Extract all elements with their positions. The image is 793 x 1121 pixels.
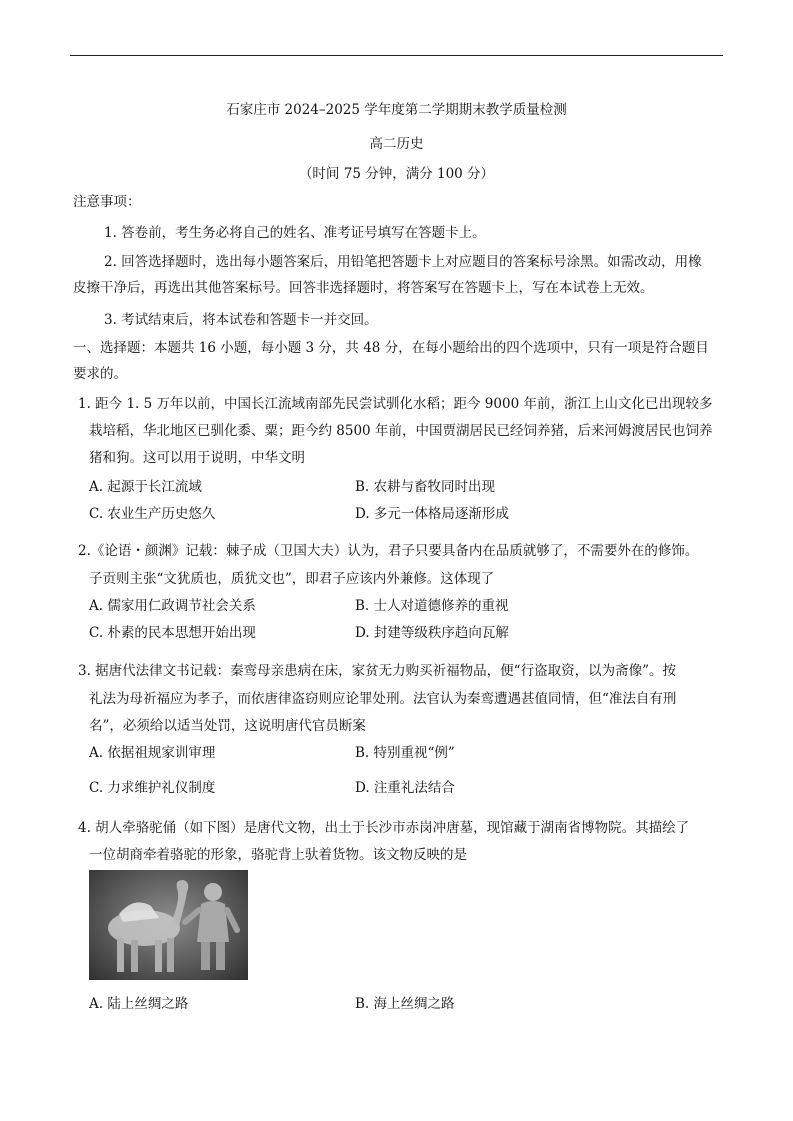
question-2-option-c[interactable]: C. 朴素的民本思想开始出现 — [89, 625, 256, 641]
question-1-line-2: 栽培稻，华北地区已驯化黍、粟；距今约 8500 年前，中国贾湖居民已经饲养猪，后来河姆渡居民也饲养 — [89, 423, 713, 439]
notes-heading: 注意事项： — [73, 194, 141, 210]
question-1-option-a[interactable]: A. 起源于长江流域 — [89, 479, 202, 495]
question-4-option-a[interactable]: A. 陆上丝绸之路 — [89, 996, 189, 1012]
question-3-option-d[interactable]: D. 注重礼法结合 — [355, 780, 455, 796]
section-heading-line-1: 一、选择题：本题共 16 小题，每小题 3 分，共 48 分，在每小题给出的四个选项中，只有一项是符合题目 — [73, 340, 709, 356]
question-3-option-a[interactable]: A. 依据祖规家训审理 — [89, 745, 216, 761]
notes-item-3: 3. 考试结束后，将本试卷和答题卡一并交回。 — [104, 312, 378, 328]
question-1-option-d[interactable]: D. 多元一体格局逐渐形成 — [355, 506, 509, 522]
camel-figurine-photo — [89, 870, 248, 980]
notes-item-1: 1. 答卷前，考生务必将自己的姓名、准考证号填写在答题卡上。 — [104, 225, 486, 241]
question-3-line-3: 名”，必须给以适当处罚，这说明唐代官员断案 — [89, 718, 366, 734]
exam-title: 石家庄市 2024–2025 学年度第二学期期末教学质量检测 — [226, 102, 567, 118]
question-4-line-1: 4. 胡人牵骆驼俑（如下图）是唐代文物，出土于长沙市赤岗冲唐墓，现馆藏于湖南省博物院。其描绘了 — [78, 820, 690, 836]
camel-figurine-illustration — [89, 870, 248, 980]
exam-time-info: （时间 75 分钟，满分 100 分） — [298, 166, 495, 182]
question-2-line-2: 子贡则主张“文犹质也，质犹文也”，即君子应该内外兼修。这体现了 — [89, 571, 495, 587]
question-1-line-1: 1. 距今 1. 5 万年以前，中国长江流域南部先民尝试驯化水稻；距今 9000 年前，浙江上山文化已出现较多 — [78, 396, 713, 412]
exam-subject: 高二历史 — [369, 136, 424, 152]
question-1-line-3: 猪和狗。这可以用于说明，中华文明 — [89, 450, 305, 466]
question-2-line-1: 2.《论语・颜渊》记载：棘子成（卫国大夫）认为，君子只要具备内在品质就够了，不需要外在的修饰。 — [78, 543, 699, 559]
question-3-line-2: 礼法为母祈福应为孝子，而依唐律盗窃则应论罪处刑。法官认为秦鸾遭遇甚值同情，但“准法自有刑 — [89, 691, 677, 707]
notes-item-2-line-2: 皮擦干净后，再选出其他答案标号。回答非选择题时，将答案写在答题卡上，写在本试卷上无效。 — [73, 280, 654, 296]
top-rule — [70, 55, 723, 56]
question-4-option-b[interactable]: B. 海上丝绸之路 — [355, 996, 455, 1012]
question-1-option-c[interactable]: C. 农业生产历史悠久 — [89, 506, 216, 522]
question-2-option-a[interactable]: A. 儒家用仁政调节社会关系 — [89, 598, 256, 614]
section-heading-line-2: 要求的。 — [73, 366, 127, 382]
question-3-option-c[interactable]: C. 力求维护礼仪制度 — [89, 780, 216, 796]
notes-item-2-line-1: 2. 回答选择题时，选出每小题答案后，用铅笔把答题卡上对应题目的答案标号涂黑。如需改动，用橡 — [104, 254, 702, 270]
question-2-option-d[interactable]: D. 封建等级秩序趋向瓦解 — [355, 625, 509, 641]
question-1-option-b[interactable]: B. 农耕与畜牧同时出现 — [355, 479, 496, 495]
question-3-option-b[interactable]: B. 特别重视“例” — [355, 745, 455, 761]
question-4-line-2: 一位胡商牵着骆驼的形象，骆驼背上驮着货物。该文物反映的是 — [89, 847, 467, 863]
question-3-line-1: 3. 据唐代法律文书记载：秦鸾母亲患病在床，家贫无力购买祈福物品，便“行盗取资，以为斋像”。按 — [78, 663, 676, 679]
question-2-option-b[interactable]: B. 士人对道德修养的重视 — [355, 598, 509, 614]
